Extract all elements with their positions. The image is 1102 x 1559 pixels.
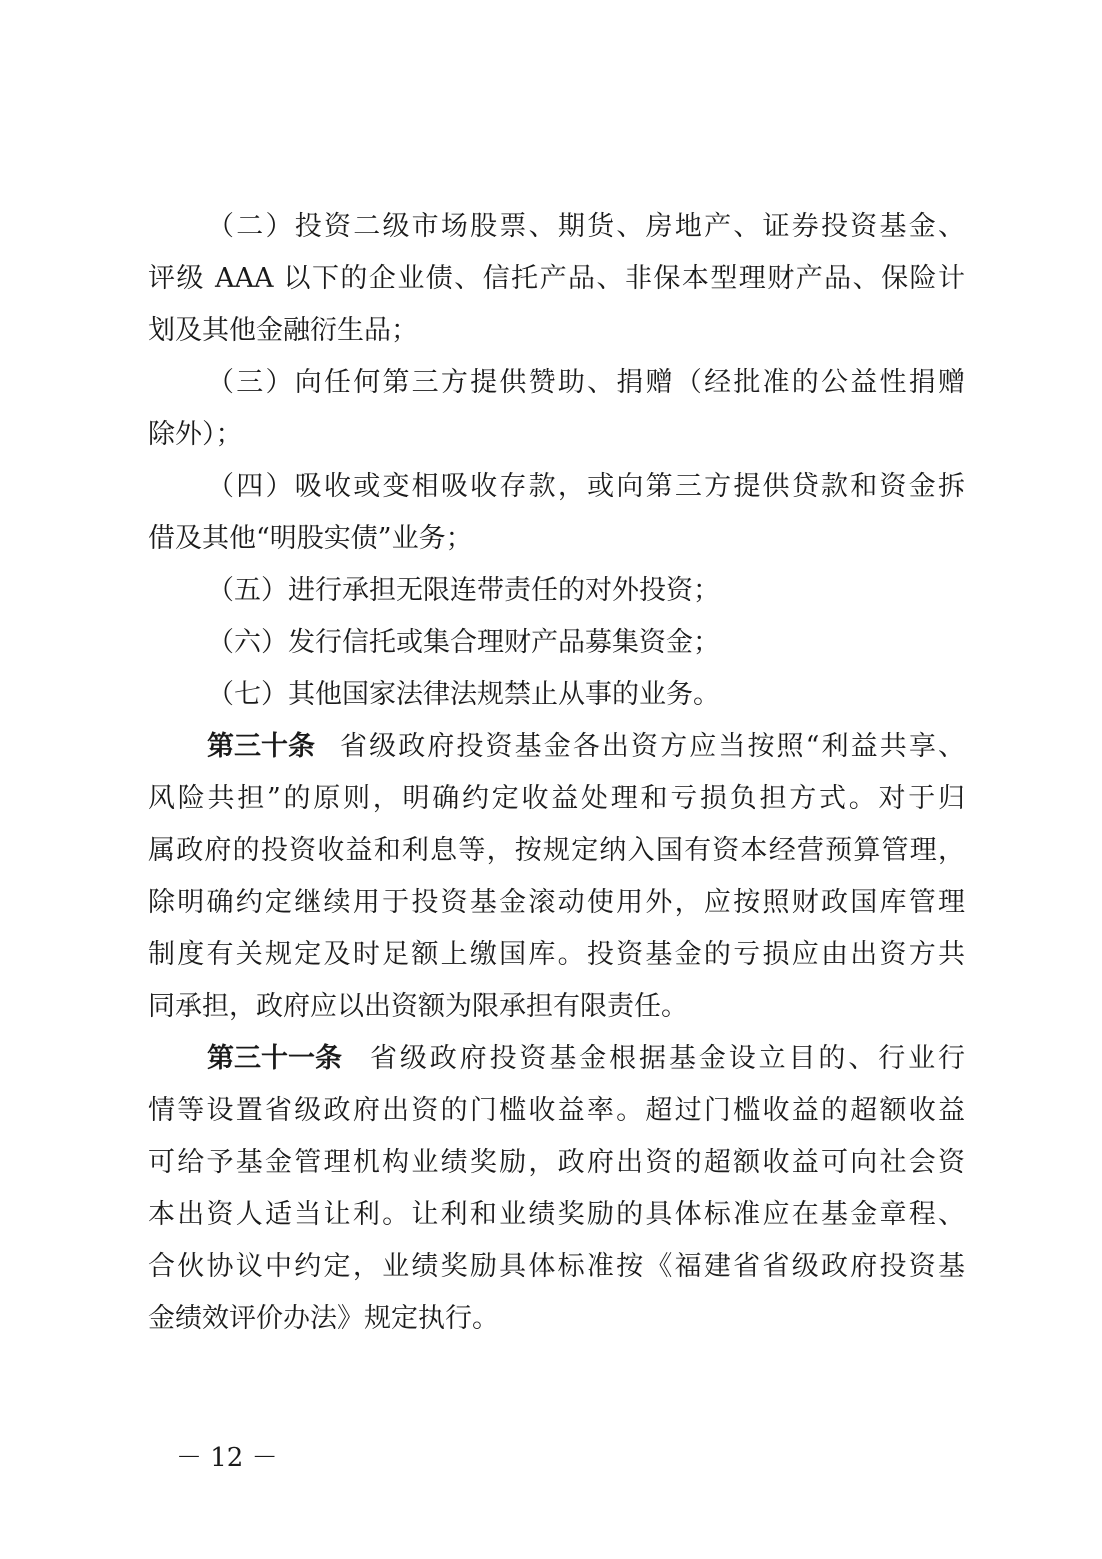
paragraph-line: 属政府的投资收益和利息等，按规定纳入国有资本经营预算管理， (148, 835, 965, 866)
paragraph-line: 合伙协议中约定，业绩奖励具体标准按《福建省省级政府投资基 (148, 1251, 965, 1282)
paragraph-line: 情等设置省级政府出资的门槛收益率。超过门槛收益的超额收益 (148, 1095, 965, 1126)
paragraph-line: 同承担，政府应以出资额为限承担有限责任。 (148, 991, 688, 1022)
paragraph-line: 制度有关规定及时足额上缴国库。投资基金的亏损应由出资方共 (148, 939, 965, 970)
paragraph-line: 本出资人适当让利。让利和业绩奖励的具体标准应在基金章程、 (148, 1199, 965, 1230)
paragraph-line: 借及其他“明股实债”业务； (148, 523, 473, 554)
article-30-first-line: 省级政府投资基金各出资方应当按照“利益共享、 (340, 731, 965, 762)
article-30-title: 第三十条 (207, 731, 315, 762)
paragraph-line: 划及其他金融衍生品； (148, 315, 418, 346)
paragraph-line: 风险共担”的原则，明确约定收益处理和亏损负担方式。对于归 (148, 783, 965, 814)
paragraph-line: （二）投资二级市场股票、期货、房地产、证券投资基金、 (207, 211, 965, 242)
paragraph-line: （五）进行承担无限连带责任的对外投资； (207, 575, 720, 606)
paragraph-line: 除外）； (148, 419, 243, 450)
paragraph-line: 评级 AAA 以下的企业债、信托产品、非保本型理财产品、保险计 (148, 263, 965, 294)
paragraph-line: 金绩效评价办法》规定执行。 (148, 1303, 499, 1334)
paragraph-line: （六）发行信托或集合理财产品募集资金； (207, 627, 720, 658)
paragraph-line: 除明确约定继续用于投资基金滚动使用外，应按照财政国库管理 (148, 887, 965, 918)
article-31-first-line: 省级政府投资基金根据基金设立目的、行业行 (370, 1043, 965, 1074)
paragraph-line: （四）吸收或变相吸收存款，或向第三方提供贷款和资金拆 (207, 471, 965, 502)
article-31-title: 第三十一条 (207, 1043, 342, 1074)
page-number: － 12 － (176, 1443, 278, 1473)
paragraph-line: 可给予基金管理机构业绩奖励，政府出资的超额收益可向社会资 (148, 1147, 965, 1178)
paragraph-line: （七）其他国家法律法规禁止从事的业务。 (207, 679, 720, 710)
paragraph-line: （三）向任何第三方提供赞助、捐赠（经批准的公益性捐赠 (207, 367, 965, 398)
